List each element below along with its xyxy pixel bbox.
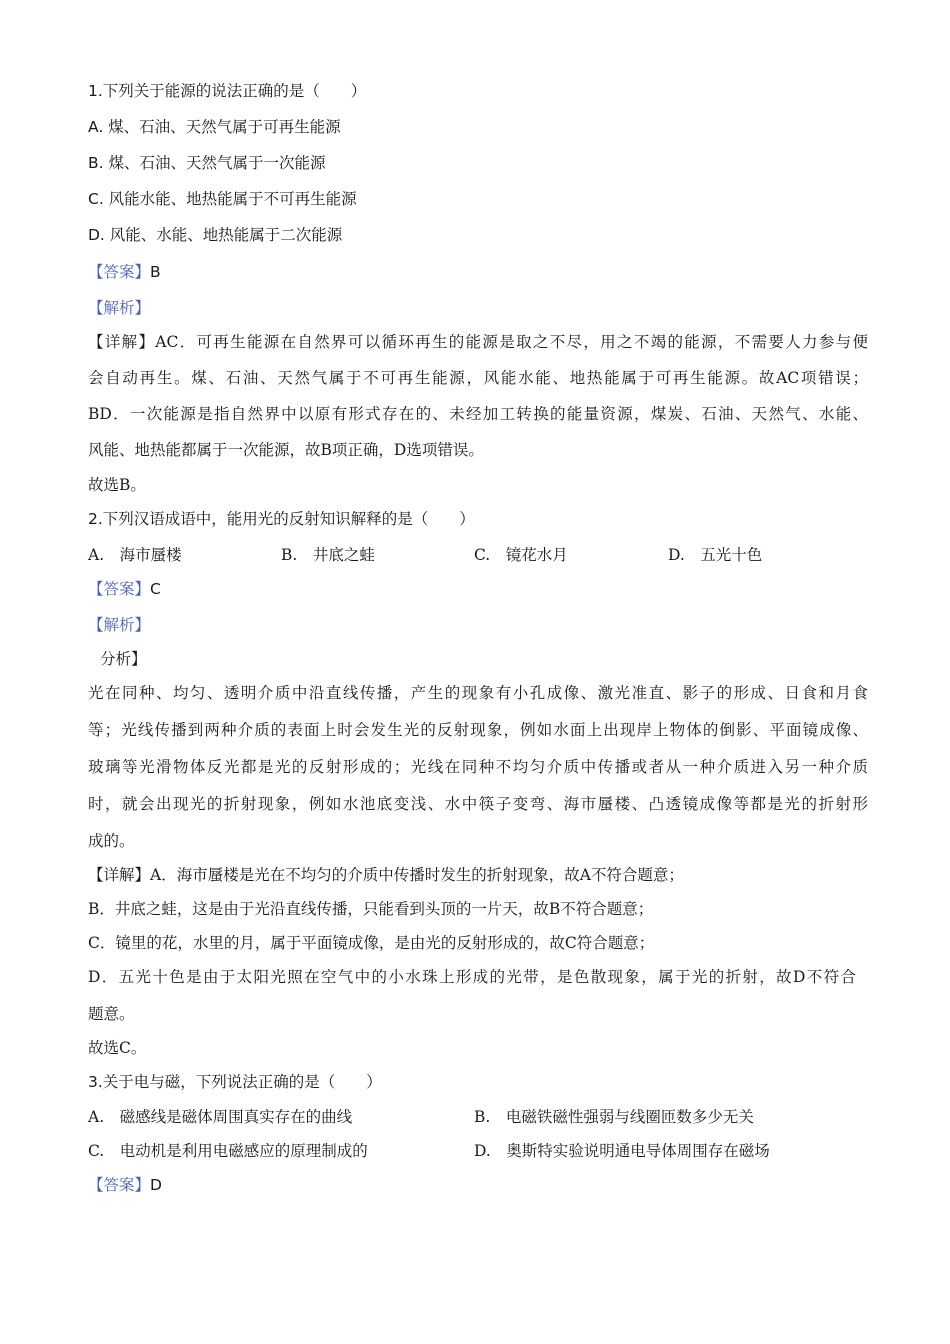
q2-fenxi-label: 分析】 <box>100 650 147 668</box>
q2-detail-line-4: D．五光十色是由于太阳光照在空气中的小水珠上形成的光带，是色散现象，属于光的折射，故D不符合 <box>88 968 856 986</box>
q2-detail-line-3: C．镜里的花，水里的月，属于平面镜成像，是由光的反射形成的，故C符合题意； <box>88 934 655 952</box>
q1-detail-line-3: BD．一次能源是指自然界中以原有形式存在的、未经加工转换的能量资源，煤炭、石油、天然气、水能、 <box>88 405 868 423</box>
answer-value: D <box>150 1176 162 1194</box>
q3-stem: 3.关于电与磁，下列说法正确的是（ ） <box>88 1073 382 1091</box>
q2-fenxi-line-1: 光在同种、均匀、透明介质中沿直线传播，产生的现象有小孔成像、激光准直、影子的形成、日食和月食 <box>88 684 868 702</box>
q2-conclusion: 故选C。 <box>88 1039 147 1057</box>
q1-conclusion: 故选B。 <box>88 476 146 494</box>
q3-option-c: C. 电动机是利用电磁感应的原理制成的 <box>88 1142 368 1160</box>
q1-analysis-label: 【解析】 <box>88 299 151 317</box>
q3-option-d: D. 奥斯特实验说明通电导体周围存在磁场 <box>474 1142 770 1160</box>
q2-stem: 2.下列汉语成语中，能用光的反射知识解释的是（ ） <box>88 510 475 528</box>
q3-answer <box>88 1174 162 1196</box>
q1-option-d: D. 风能、水能、地热能属于二次能源 <box>88 226 343 244</box>
q2-answer <box>88 578 161 600</box>
q2-fenxi-line-3: 玻璃等光滑物体反光都是光的反射形成的；光线在同种不均匀介质中传播或者从一种介质进入另一种介质 <box>88 758 868 776</box>
q3-option-a: A. 磁感线是磁体周围真实存在的曲线 <box>88 1108 353 1126</box>
q1-option-b: B. 煤、石油、天然气属于一次能源 <box>88 154 326 172</box>
answer-label: 【答案】 <box>88 263 151 281</box>
q3-option-b: B. 电磁铁磁性强弱与线圈匝数多少无关 <box>474 1108 754 1126</box>
q2-detail-line-1: 【详解】A．海市蜃楼是光在不均匀的介质中传播时发生的折射现象，故A不符合题意； <box>88 866 684 884</box>
answer-label: 【答案】 <box>88 580 151 598</box>
answer-value: C <box>150 580 161 598</box>
q1-detail-line-1: 【详解】AC．可再生能源在自然界可以循环再生的能源是取之不尽，用之不竭的能源，不需要人力参与便 <box>88 333 868 351</box>
q1-option-a: A. 煤、石油、天然气属于可再生能源 <box>88 118 341 136</box>
q2-detail-line-5: 题意。 <box>88 1005 135 1023</box>
answer-label: 【答案】 <box>88 1176 151 1194</box>
q2-option-c: C. 镜花水月 <box>474 546 568 564</box>
q2-fenxi-line-5: 成的。 <box>88 832 135 850</box>
q1-detail-line-2: 会自动再生。煤、石油、天然气属于不可再生能源，风能水能、地热能属于可再生能源。故AC项错误； <box>88 369 868 387</box>
q2-fenxi-line-4: 时，就会出现光的折射现象，例如水池底变浅、水中筷子变弯、海市蜃楼、凸透镜成像等都是光的折射形 <box>88 795 868 813</box>
q1-answer <box>88 261 161 283</box>
q1-option-c: C. 风能水能、地热能属于不可再生能源 <box>88 190 357 208</box>
q2-option-d: D. 五光十色 <box>668 546 763 564</box>
q1-detail-line-4: 风能、地热能都属于一次能源，故B项正确，D选项错误。 <box>88 441 484 459</box>
q2-detail-line-2: B．井底之蛙，这是由于光沿直线传播，只能看到头顶的一片天，故B不符合题意； <box>88 900 654 918</box>
q1-stem: 1.下列关于能源的说法正确的是（ ） <box>88 82 367 100</box>
answer-value: B <box>150 263 161 281</box>
q2-analysis-label: 【解析】 <box>88 616 151 634</box>
q2-fenxi-line-2: 等；光线传播到两种介质的表面上时会发生光的反射现象，例如水面上出现岸上物体的倒影、平面镜成像、 <box>88 721 868 739</box>
q2-option-a: A. 海市蜃楼 <box>88 546 182 564</box>
q2-option-b: B. 井底之蛙 <box>281 546 375 564</box>
